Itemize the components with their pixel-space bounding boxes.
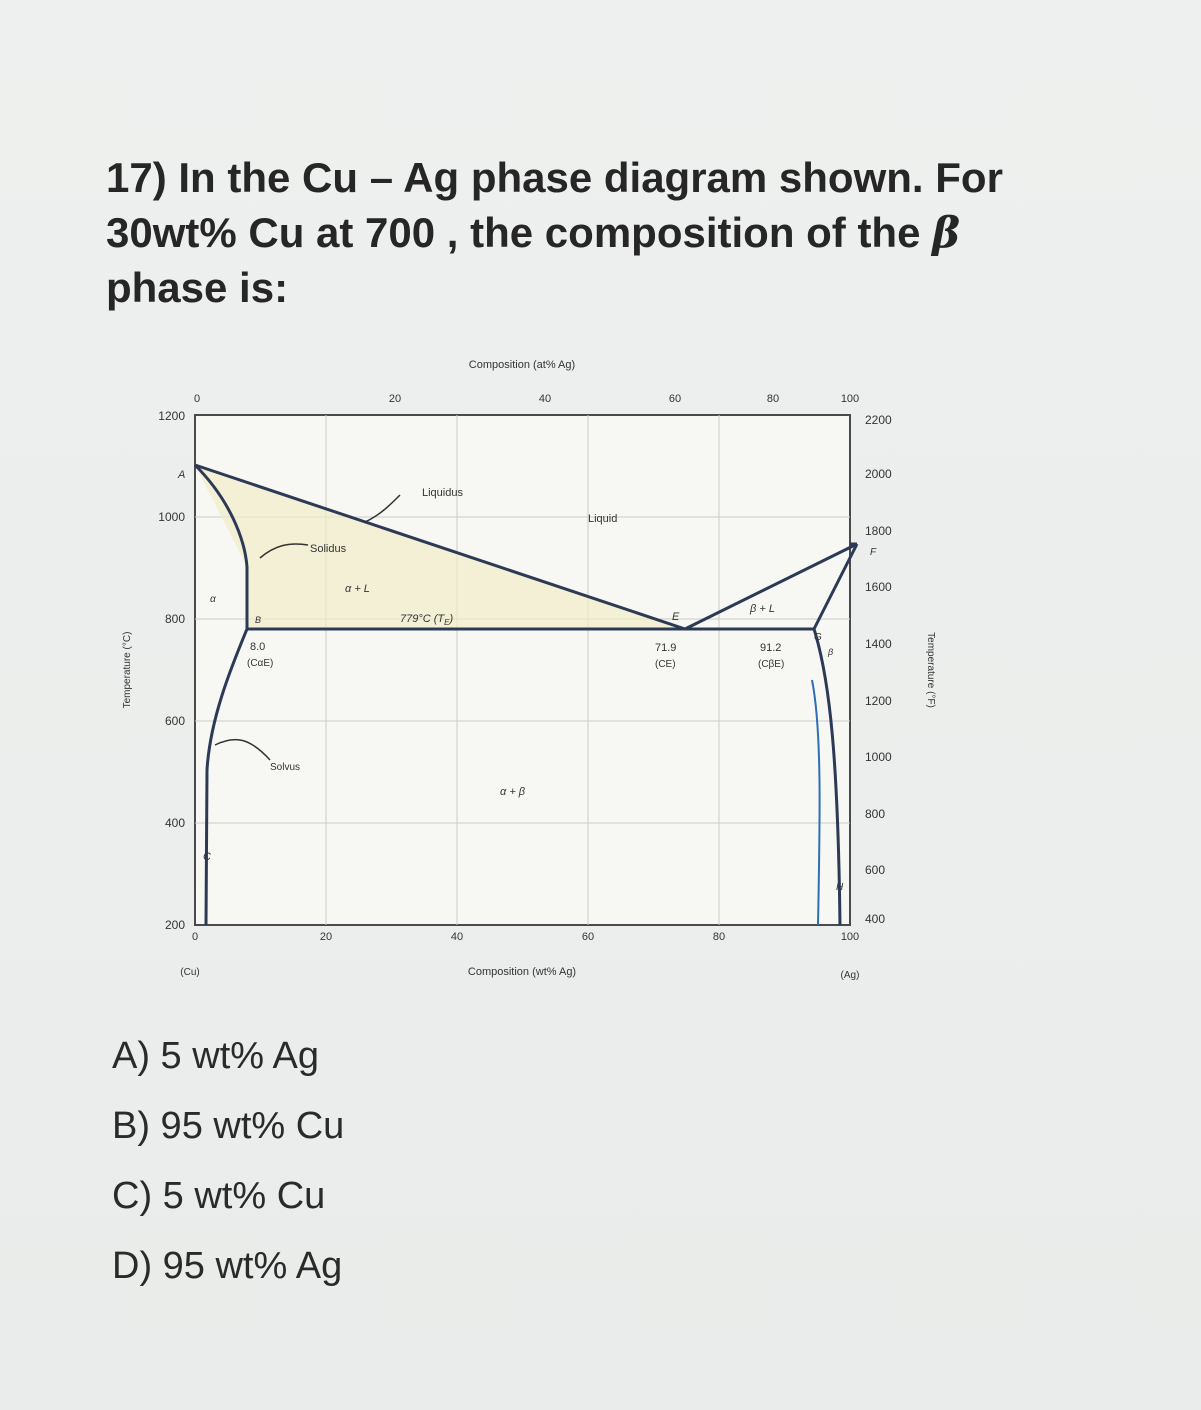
bottom-tick-80: 80 <box>712 931 726 943</box>
label-alpha-plus-beta: α + β <box>500 786 526 798</box>
label-point-c: C <box>203 851 211 863</box>
right-tick-1800: 1800 <box>865 524 892 538</box>
question-prompt <box>106 150 1066 315</box>
left-tick-400: 400 <box>164 816 185 830</box>
left-tick-800: 800 <box>164 612 185 626</box>
right-tick-400: 400 <box>865 912 886 926</box>
label-c-beta-e-value: 91.2 <box>760 642 782 654</box>
label-c-beta-e: (CβE) <box>758 659 785 670</box>
right-axis <box>865 413 936 926</box>
answer-option-a[interactable]: A) 5 wt% Ag <box>112 1035 319 1077</box>
left-tick-1200: 1200 <box>158 409 185 423</box>
question-line-1: 17) In the Cu – Ag phase diagram shown. For <box>106 154 1003 201</box>
question-line-3: phase is: <box>106 264 289 311</box>
phase-diagram-svg <box>110 340 940 1000</box>
bottom-tick-60: 60 <box>581 931 595 943</box>
top-axis-title: Composition (at% Ag) <box>468 359 576 371</box>
right-tick-1200: 1200 <box>865 694 892 708</box>
label-liquid: Liquid <box>588 513 618 525</box>
top-tick-100: 100 <box>840 393 860 405</box>
right-tick-600: 600 <box>865 863 886 877</box>
top-tick-0: 0 <box>193 393 201 405</box>
bottom-tick-0: 0 <box>191 931 199 943</box>
label-point-b: B <box>255 615 262 625</box>
bottom-end-cu: (Cu) <box>180 967 200 978</box>
right-tick-800: 800 <box>865 807 886 821</box>
label-point-e: E <box>672 611 680 623</box>
label-c-e: (CE) <box>655 659 676 670</box>
label-solvus: Solvus <box>270 762 301 773</box>
label-c-e-value: 71.9 <box>655 642 677 654</box>
label-solidus: Solidus <box>310 543 347 555</box>
left-tick-200: 200 <box>164 918 185 932</box>
right-tick-2000: 2000 <box>865 467 892 481</box>
label-point-h: H <box>836 882 844 893</box>
answer-option-b[interactable]: B) 95 wt% Cu <box>112 1105 345 1147</box>
answer-choices <box>112 1030 344 1310</box>
label-beta-plus-l: β + L <box>750 603 775 615</box>
top-tick-40: 40 <box>538 393 552 405</box>
bottom-tick-100: 100 <box>840 931 860 943</box>
bottom-axis <box>180 931 859 981</box>
left-tick-600: 600 <box>164 714 185 728</box>
bottom-end-ag: (Ag) <box>840 970 860 981</box>
label-beta: β <box>828 647 834 657</box>
left-axis <box>122 409 185 932</box>
bottom-axis-title: Composition (wt% Ag) <box>467 966 577 978</box>
bottom-tick-40: 40 <box>450 931 464 943</box>
beta-symbol: β <box>932 208 961 257</box>
label-point-a: A <box>178 469 186 481</box>
right-tick-1000: 1000 <box>865 750 892 764</box>
question-line-2 <box>106 205 1066 260</box>
label-point-g: G <box>814 632 822 643</box>
top-axis <box>194 359 859 405</box>
right-tick-2200: 2200 <box>865 413 892 427</box>
answer-option-d[interactable]: D) 95 wt% Ag <box>112 1245 343 1287</box>
label-point-f: F <box>870 547 877 558</box>
label-alpha-plus-l: α + L <box>345 583 370 595</box>
left-tick-1000: 1000 <box>158 510 185 524</box>
phase-diagram <box>110 340 940 1000</box>
right-tick-1600: 1600 <box>865 580 892 594</box>
top-tick-20: 20 <box>388 393 402 405</box>
label-c-alpha-e: (CαE) <box>247 658 274 669</box>
label-liquidus: Liquidus <box>422 487 463 499</box>
label-c-alpha-e-value: 8.0 <box>250 641 266 653</box>
left-axis-title: Temperature (°C) <box>122 631 133 709</box>
label-eutectic-temp: 779°C $(T_E)$ <box>400 613 454 627</box>
label-alpha: α <box>210 594 216 605</box>
answer-option-c[interactable]: C) 5 wt% Cu <box>112 1175 326 1217</box>
right-axis-title: Temperature (°F) <box>925 632 936 708</box>
top-tick-60: 60 <box>668 393 682 405</box>
top-tick-80: 80 <box>766 393 780 405</box>
plot-frame <box>195 415 850 925</box>
bottom-tick-20: 20 <box>319 931 333 943</box>
right-tick-1400: 1400 <box>865 637 892 651</box>
question-line-2-text: 30wt% Cu at 700 , the composition of the <box>106 209 921 256</box>
